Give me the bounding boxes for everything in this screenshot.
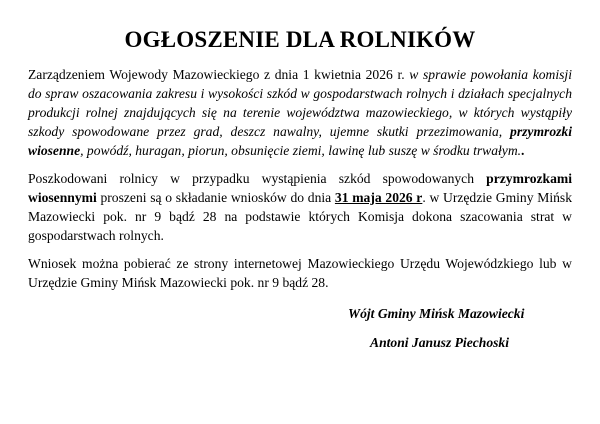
- ordinance-end-mark: .: [521, 143, 525, 158]
- instructions-part1: Poszkodowani rolnicy w przypadku wystąpienia szkód spowodowanych: [28, 171, 474, 186]
- signature-name: Antoni Janusz Piechoski: [370, 335, 509, 350]
- announcement-page: [28, 26, 572, 352]
- page-title: OGŁOSZENIE DLA ROLNIKÓW: [124, 27, 476, 52]
- ordinance-intro: Zarządzeniem Wojewody Mazowieckiego z dnia 1 kwietnia 2026 r.: [28, 67, 405, 82]
- paragraph-ordinance: [28, 65, 572, 160]
- paragraph-download: Wniosek można pobierać ze strony internetowej Mazowieckiego Urzędu Wojewódzkiego lub w Urzędzie Gminy Mińsk Mazowiecki pok. nr 9 bądź 28.: [28, 256, 572, 290]
- ordinance-subject: w sprawie powołania komisji do spraw oszacowania zakresu i wysokości szkód w gospodarstwach rolnych i działach specjalnych produkcji rolnej znajdujących się na terenie województwa mazowieckiego, w których wystąpiły szkody spowodowane przez grad, deszcz nawalny, ujemne skutki przezimowania,: [28, 67, 572, 139]
- frost-damage-phrase: przymrozkami wiosennymi: [28, 171, 572, 205]
- ordinance-subject-continued: , powódź, huragan, piorun, obsunięcie ziemi, lawinę lub suszę w środku trwałym.: [80, 143, 522, 158]
- deadline-date: 31 maja 2026 r: [334, 190, 423, 205]
- paragraph-instructions: [28, 169, 572, 245]
- signature-position: Wójt Gminy Mińsk Mazowiecki: [348, 306, 525, 321]
- instructions-part2: proszeni są o składanie wniosków do dnia: [100, 190, 332, 205]
- instructions-part3: . w Urzędzie Gminy Mińsk Mazowiecki pok. nr 9 bądź 28 na podstawie których Komisja dokona szacowania strat w gospodarstwach rolnych.: [28, 190, 572, 243]
- spring-frost-phrase: przymrozki wiosenne: [28, 124, 572, 158]
